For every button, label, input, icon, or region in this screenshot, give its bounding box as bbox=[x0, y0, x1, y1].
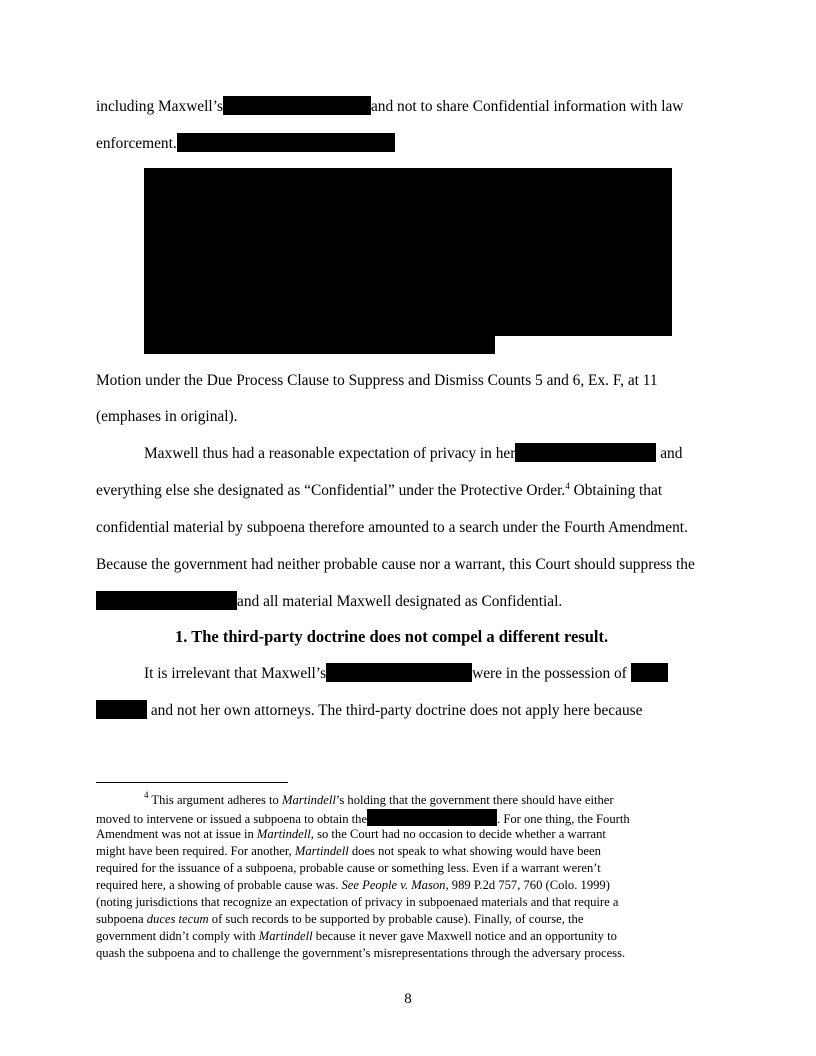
body-line-10: It is irrelevant that Maxwell’s were in the possession of bbox=[144, 663, 668, 684]
body-line-7: confidential material by subpoena therefore amounted to a search under the Fourth Amendment. bbox=[96, 519, 688, 536]
redaction-box bbox=[515, 443, 656, 462]
redaction-box bbox=[367, 809, 497, 826]
footnote-line-8: subpoena duces tecum of such records to be supported by probable cause). Finally, of course, the bbox=[96, 912, 584, 926]
body-line-11: and not her own attorneys. The third-party doctrine does not apply here because bbox=[96, 700, 642, 721]
footnote-line-4: might have been required. For another, Martindell does not speak to what showing would have been bbox=[96, 844, 601, 858]
footnote-line-3: Amendment was not at issue in Martindell, so the Court had no occasion to decide whether a warrant bbox=[96, 827, 606, 841]
body-line-6: everything else she designated as “Confidential” under the Protective Order.$^4$ Obtaining that bbox=[96, 481, 663, 499]
footnote-line-9: government didn’t comply with Martindell because it never gave Maxwell notice and an opportunity to bbox=[96, 929, 617, 943]
footnote-line-6: required here, a showing of probable cause was. See People v. Mason, 989 P.2d 757, 760 (Colo. 1999) bbox=[96, 878, 610, 892]
redacted-block-quote-tail bbox=[144, 334, 495, 354]
footnote-line-10: quash the subpoena and to challenge the government’s misrepresentations through the adversary process. bbox=[96, 946, 626, 960]
body-line-2: enforcement. bbox=[96, 133, 395, 154]
redaction-box bbox=[326, 663, 472, 682]
footnote-line-1: $^4$ This argument adheres to Martindell’s holding that the government there should have either bbox=[144, 790, 614, 807]
footnote-marker: 4 bbox=[565, 481, 570, 491]
footnote-separator bbox=[96, 782, 288, 783]
page-number: 8 bbox=[404, 991, 412, 1007]
redaction-box bbox=[223, 96, 371, 115]
redaction-box bbox=[631, 663, 668, 682]
body-line-3: Motion under the Due Process Clause to Suppress and Dismiss Counts 5 and 6, Ex. F, at 11 bbox=[96, 372, 658, 389]
body-line-8: Because the government had neither probable cause nor a warrant, this Court should suppress the bbox=[96, 556, 695, 573]
redacted-block-quote bbox=[144, 168, 672, 336]
body-line-9: and all material Maxwell designated as Confidential. bbox=[96, 591, 562, 612]
redaction-box bbox=[96, 700, 147, 719]
body-line-1: including Maxwell’s and not to share Confidential information with law bbox=[96, 98, 684, 115]
redaction-box bbox=[96, 591, 237, 610]
redaction-box bbox=[177, 133, 395, 152]
footnote-line-5: required for the issuance of a subpoena, probable cause or something less. Even if a warrant weren’t bbox=[96, 861, 601, 875]
body-line-4: (emphases in original). bbox=[96, 408, 238, 425]
footnote-line-2: moved to intervene or issued a subpoena to obtain the . For one thing, the Fourth bbox=[96, 809, 630, 828]
body-line-5: Maxwell thus had a reasonable expectation of privacy in her and bbox=[144, 445, 683, 462]
footnote-line-7: (noting jurisdictions that recognize an expectation of privacy in subpoenaed materials and that require a bbox=[96, 895, 619, 909]
section-heading: 1. The third-party doctrine does not compel a different result. bbox=[175, 627, 609, 646]
